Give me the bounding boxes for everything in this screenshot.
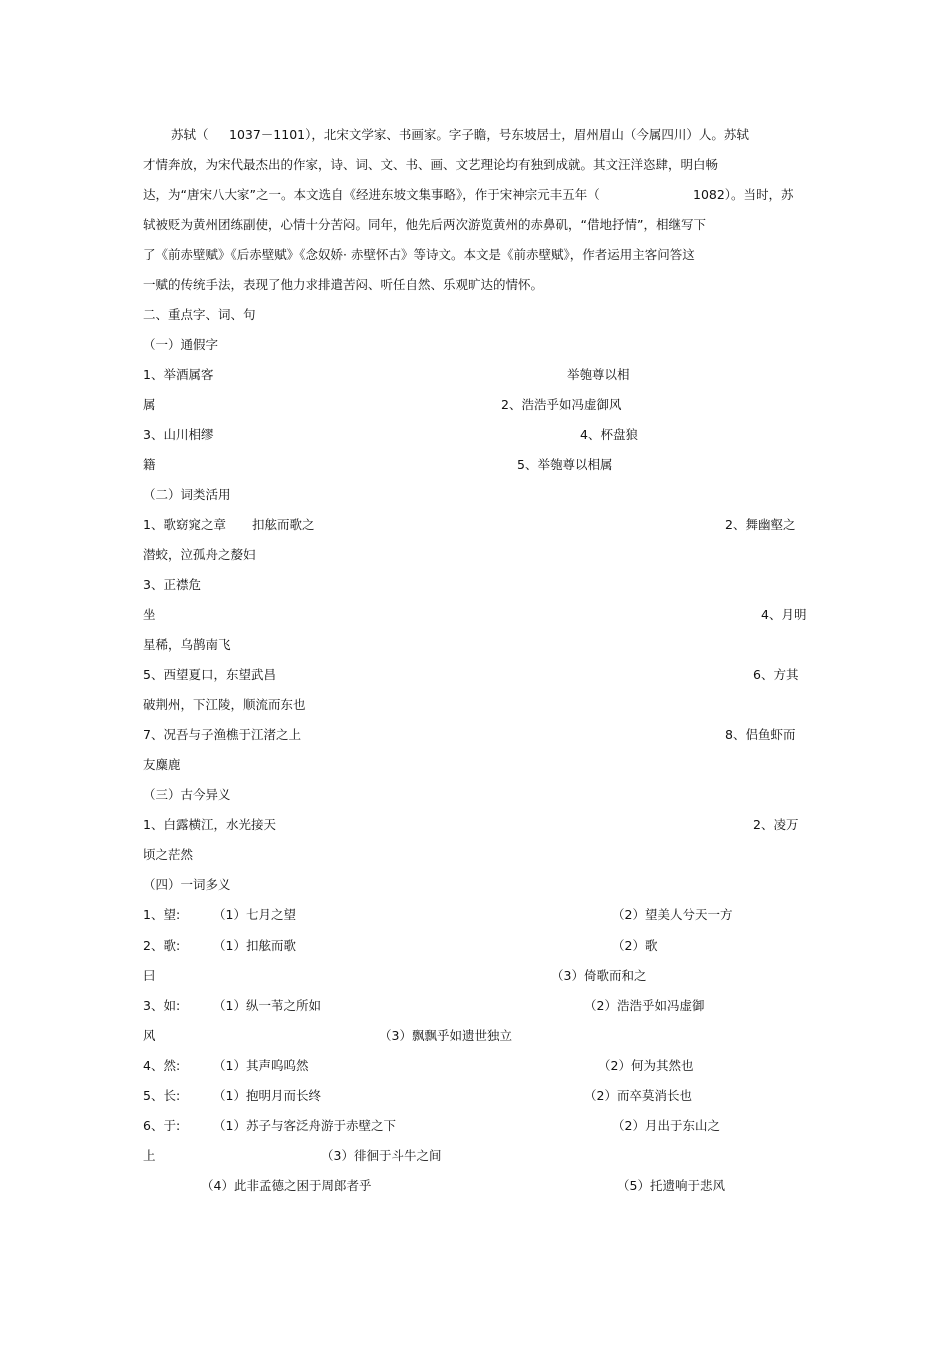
duoyi-heading: （四）一词多义	[143, 877, 231, 892]
duoyi-chang-2: （2）而卒莫消长也	[584, 1088, 692, 1103]
intro-line-3-rest: 1082）。当时，苏	[693, 187, 794, 202]
cilei-item-8: 8、侣鱼虾而	[725, 727, 796, 742]
cilei-item-1: 1、歌窈窕之章	[143, 517, 226, 532]
cilei-row-2: 潜蛟，泣孤舟之嫠妇	[143, 547, 256, 562]
intro-line-6: 一赋的传统手法，表现了他力求排遣苦闷、听任自然、乐观旷达的情怀。	[143, 277, 544, 292]
tongjia-heading: （一）通假字	[143, 337, 219, 352]
duoyi-ge-3: （3）倚歌而和之	[551, 968, 647, 983]
duoyi-ru-3: （3）飘飘乎如遗世独立	[379, 1028, 512, 1043]
duoyi-wang-1: （1）七月之望	[213, 907, 296, 922]
duoyi-chang-1: （1）抱明月而长终	[213, 1088, 321, 1103]
duoyi-ru-1: （1）纵一苇之所如	[213, 998, 321, 1013]
duoyi-key-yu: 6、于:	[143, 1118, 181, 1133]
gujin-heading: （三）古今异义	[143, 787, 231, 802]
cilei-item-2: 2、舞幽壑之	[725, 517, 796, 532]
duoyi-ru-2: （2）浩浩乎如冯虚御	[584, 998, 705, 1013]
cilei-row-5: 星稀，乌鹊南飞	[143, 637, 231, 652]
intro-line-1-start: 苏轼（	[171, 127, 209, 142]
duoyi-yu-2: （2）月出于东山之	[612, 1118, 720, 1133]
intro-line-3-start: 达，为“唐宋八大家”之一。本文选自《经进东坡文集事略》，作于宋神宗元丰五年（	[143, 187, 600, 202]
duoyi-key-ge: 2、歌:	[143, 938, 181, 953]
tongjia-item-3: 3、山川相缪	[143, 427, 214, 442]
duoyi-key-ran: 4、然:	[143, 1058, 181, 1073]
intro-line-1-rest: 1037－1101），北宋文学家、书画家。字子瞻，号东坡居士，眉州眉山（今属四川）人。苏轼	[229, 127, 749, 142]
tongjia-item-4: 4、杯盘狼	[580, 427, 638, 442]
duoyi-yu-1: （1）苏子与客泛舟游于赤壁之下	[213, 1118, 396, 1133]
tongjia-item-1: 1、举酒属客	[143, 367, 214, 382]
gujin-row-2: 顷之茫然	[143, 847, 194, 862]
duoyi-ge-2: （2）歌	[612, 938, 658, 953]
duoyi-yu-5: （5）托遗响于悲风	[617, 1178, 725, 1193]
cilei-heading: （二）词类活用	[143, 487, 231, 502]
duoyi-ran-2: （2）何为其然也	[598, 1058, 694, 1073]
gujin-item-2: 2、凌万	[753, 817, 799, 832]
cilei-row-3: 3、正襟危	[143, 577, 201, 592]
tongjia-wrap-end: 属	[143, 397, 156, 412]
cilei-item-4: 4、月明	[761, 607, 807, 622]
tongjia-item-5: 5、举匏尊以相属	[517, 457, 613, 472]
intro-line-2: 才情奔放，为宋代最杰出的作家，诗、词、文、书、画、文艺理论均有独到成就。其文汪洋恣肆，明白畅	[143, 157, 719, 172]
section-heading: 二、重点字、词、句	[143, 307, 256, 322]
intro-line-4: 轼被贬为黄州团练副使，心情十分苦闷。同年，他先后两次游览黄州的赤鼻矶，“借地抒情”，相继写下	[143, 217, 706, 232]
duoyi-wang-2: （2）望美人兮天一方	[612, 907, 733, 922]
cilei-item-1b: 扣舷而歌之	[252, 517, 315, 532]
duoyi-key-wang: 1、望:	[143, 907, 181, 922]
duoyi-ran-1: （1）其声呜呜然	[213, 1058, 309, 1073]
duoyi-yu-4: （4）此非孟德之困于周郎者乎	[201, 1178, 372, 1193]
duoyi-ru-wrap-end: 风	[143, 1028, 156, 1043]
cilei-row-7: 破荆州，下江陵，顺流而东也	[143, 697, 306, 712]
duoyi-yu-wrap-end: 上	[143, 1148, 156, 1163]
gujin-item-1: 1、白露横江，水光接天	[143, 817, 276, 832]
cilei-item-6: 6、方其	[753, 667, 799, 682]
cilei-item-5: 5、西望夏口，东望武昌	[143, 667, 276, 682]
duoyi-key-chang: 5、长:	[143, 1088, 181, 1103]
cilei-row-9: 友麋鹿	[143, 757, 181, 772]
intro-line-5: 了《前赤壁赋》《后赤壁赋》《念奴娇· 赤壁怀古》等诗文。本文是《前赤壁赋》，作者运用主客问答这	[143, 247, 695, 262]
duoyi-key-ru: 3、如:	[143, 998, 181, 1013]
duoyi-ge-wrap-end: 曰	[143, 968, 156, 983]
duoyi-yu-3: （3）徘徊于斗牛之间	[321, 1148, 442, 1163]
tongjia-wrap-end-2: 籍	[143, 457, 156, 472]
tongjia-item-2: 2、浩浩乎如冯虚御风	[501, 397, 622, 412]
tongjia-item-wrap: 举匏尊以相	[567, 367, 630, 382]
duoyi-ge-1: （1）扣舷而歌	[213, 938, 296, 953]
cilei-item-7: 7、况吾与子渔樵于江渚之上	[143, 727, 301, 742]
cilei-wrap-end: 坐	[143, 607, 156, 622]
